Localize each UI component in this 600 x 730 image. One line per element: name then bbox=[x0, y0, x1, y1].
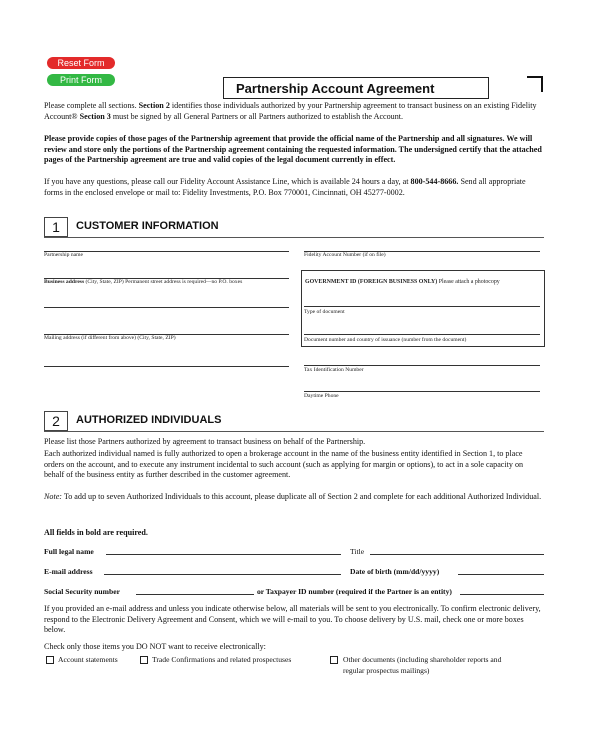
corner-mark-icon bbox=[527, 76, 543, 92]
electronic-delivery-text: If you provided an e-mail address and unless you indicate otherwise below, all materials will be sent to you electronically. To confirm electronic delivery, respond to the Electronic Delivery Agreement and Consent, which we will e-mail to you. To choose delivery by U.S. mail, check one or more boxes below. bbox=[44, 604, 541, 635]
business-address-label: Business address (City, State, ZIP) Permanent street address is required—no P.O. boxes bbox=[44, 279, 243, 285]
section-title: AUTHORIZED INDIVIDUALS bbox=[76, 414, 222, 426]
partnership-name-field[interactable] bbox=[44, 243, 289, 252]
fidelity-account-number-field[interactable] bbox=[304, 243, 540, 252]
taxpayer-id-label: or Taxpayer ID number (required if the Partner is an entity) bbox=[257, 587, 452, 596]
type-of-document-field[interactable] bbox=[304, 300, 540, 307]
other-documents-checkbox[interactable] bbox=[330, 656, 338, 664]
trade-confirmations-label: Trade Confirmations and related prospectuses bbox=[152, 655, 292, 664]
section-2-note: Note: To add up to seven Authorized Individuals to this account, please duplicate all of Section 2 and complete for each additional Authorized Individual. bbox=[44, 492, 542, 501]
mailing-address-field[interactable] bbox=[44, 326, 289, 335]
partnership-name-label: Partnership name bbox=[44, 252, 83, 258]
daytime-phone-label: Daytime Phone bbox=[304, 393, 339, 399]
business-address-line-2-field[interactable] bbox=[44, 299, 289, 308]
section-2-paragraph-1: Please list those Partners authorized by agreement to transact business on behalf of the Partnership. bbox=[44, 437, 366, 446]
section-2-header bbox=[44, 411, 544, 431]
type-of-document-label: Type of document bbox=[304, 309, 345, 315]
title-field[interactable] bbox=[370, 545, 544, 555]
section-title: CUSTOMER INFORMATION bbox=[76, 220, 219, 232]
section-number: 1 bbox=[44, 217, 68, 237]
fidelity-account-number-label: Fidelity Account Number (if on file) bbox=[304, 252, 386, 258]
title-label: Title bbox=[350, 547, 365, 556]
document-number-label: Document number and country of issuance (number from the document) bbox=[304, 337, 467, 343]
dob-field[interactable] bbox=[458, 565, 544, 575]
section-number: 2 bbox=[44, 411, 68, 431]
check-only-text: Check only those items you DO NOT want to receive electronically: bbox=[44, 642, 266, 651]
trade-confirmations-checkbox[interactable] bbox=[140, 656, 148, 664]
other-documents-label: Other documents (including shareholder reports and bbox=[343, 655, 502, 664]
daytime-phone-field[interactable] bbox=[304, 383, 540, 392]
intro-paragraph-1: Please complete all sections. Section 2 identifies those individuals authorized by your Partnership agreement to transact business on an existing Fidelity Account® Section 3 must be signed by all General Partners or all Partners authorized to establish the Account. bbox=[44, 101, 537, 121]
account-statements-label: Account statements bbox=[58, 655, 118, 664]
intro-paragraph-3: If you have any questions, please call our Fidelity Account Assistance Line, which is available 24 hours a day, at 800-544-8666. Send all appropriate forms in the enclosed envelope or mail to: Fidelity Investments, P.O. Box 770001, Cincinnati, OH 45277-0002. bbox=[44, 177, 526, 197]
document-number-field[interactable] bbox=[304, 328, 540, 335]
section-1-header bbox=[44, 217, 544, 237]
mailing-address-label: Mailing address (if different from above) (City, State, ZIP) bbox=[44, 335, 176, 341]
section-2-paragraph-2: Each authorized individual named is fully authorized to open a brokerage account in the name of the business entity identified in Section 1, to place orders on the account, and to execute any instrument incidental to such account (such as applying for margin or options), to act in a sole capacity on behalf of the business entity as further described in the customer agreement. bbox=[44, 449, 524, 480]
mailing-address-line-2-field[interactable] bbox=[44, 358, 289, 367]
dob-label: Date of birth (mm/dd/yyyy) bbox=[350, 567, 440, 576]
tax-id-label: Tax Identification Number bbox=[304, 367, 364, 373]
reset-form-button[interactable]: Reset Form bbox=[47, 57, 115, 69]
account-statements-checkbox[interactable] bbox=[46, 656, 54, 664]
page-title: Partnership Account Agreement bbox=[223, 77, 489, 99]
government-id-label: GOVERNMENT ID (FOREIGN BUSINESS ONLY) Please attach a photocopy bbox=[305, 279, 500, 285]
print-form-button[interactable]: Print Form bbox=[47, 74, 115, 86]
ssn-label: Social Security number bbox=[44, 587, 120, 596]
full-legal-name-label: Full legal name bbox=[44, 547, 94, 556]
email-field[interactable] bbox=[104, 565, 341, 575]
taxpayer-id-field[interactable] bbox=[460, 585, 544, 595]
other-documents-label-line-2: regular prospectus mailings) bbox=[343, 666, 430, 675]
ssn-field[interactable] bbox=[136, 585, 254, 595]
email-label: E-mail address bbox=[44, 567, 93, 576]
intro-paragraph-2: Please provide copies of those pages of the Partnership agreement that provide the official name of the Partnership and all signatures. We will review and store only the portions of the Partnership agreement containing the requested information. The undersigned certify that the attached pages of the Partnership agreement are true and valid copies of the legal document currently in effect. bbox=[44, 134, 542, 165]
required-fields-note: All fields in bold are required. bbox=[44, 528, 148, 537]
tax-id-field[interactable] bbox=[304, 357, 540, 366]
business-address-field[interactable] bbox=[44, 270, 289, 279]
full-legal-name-field[interactable] bbox=[106, 545, 341, 555]
